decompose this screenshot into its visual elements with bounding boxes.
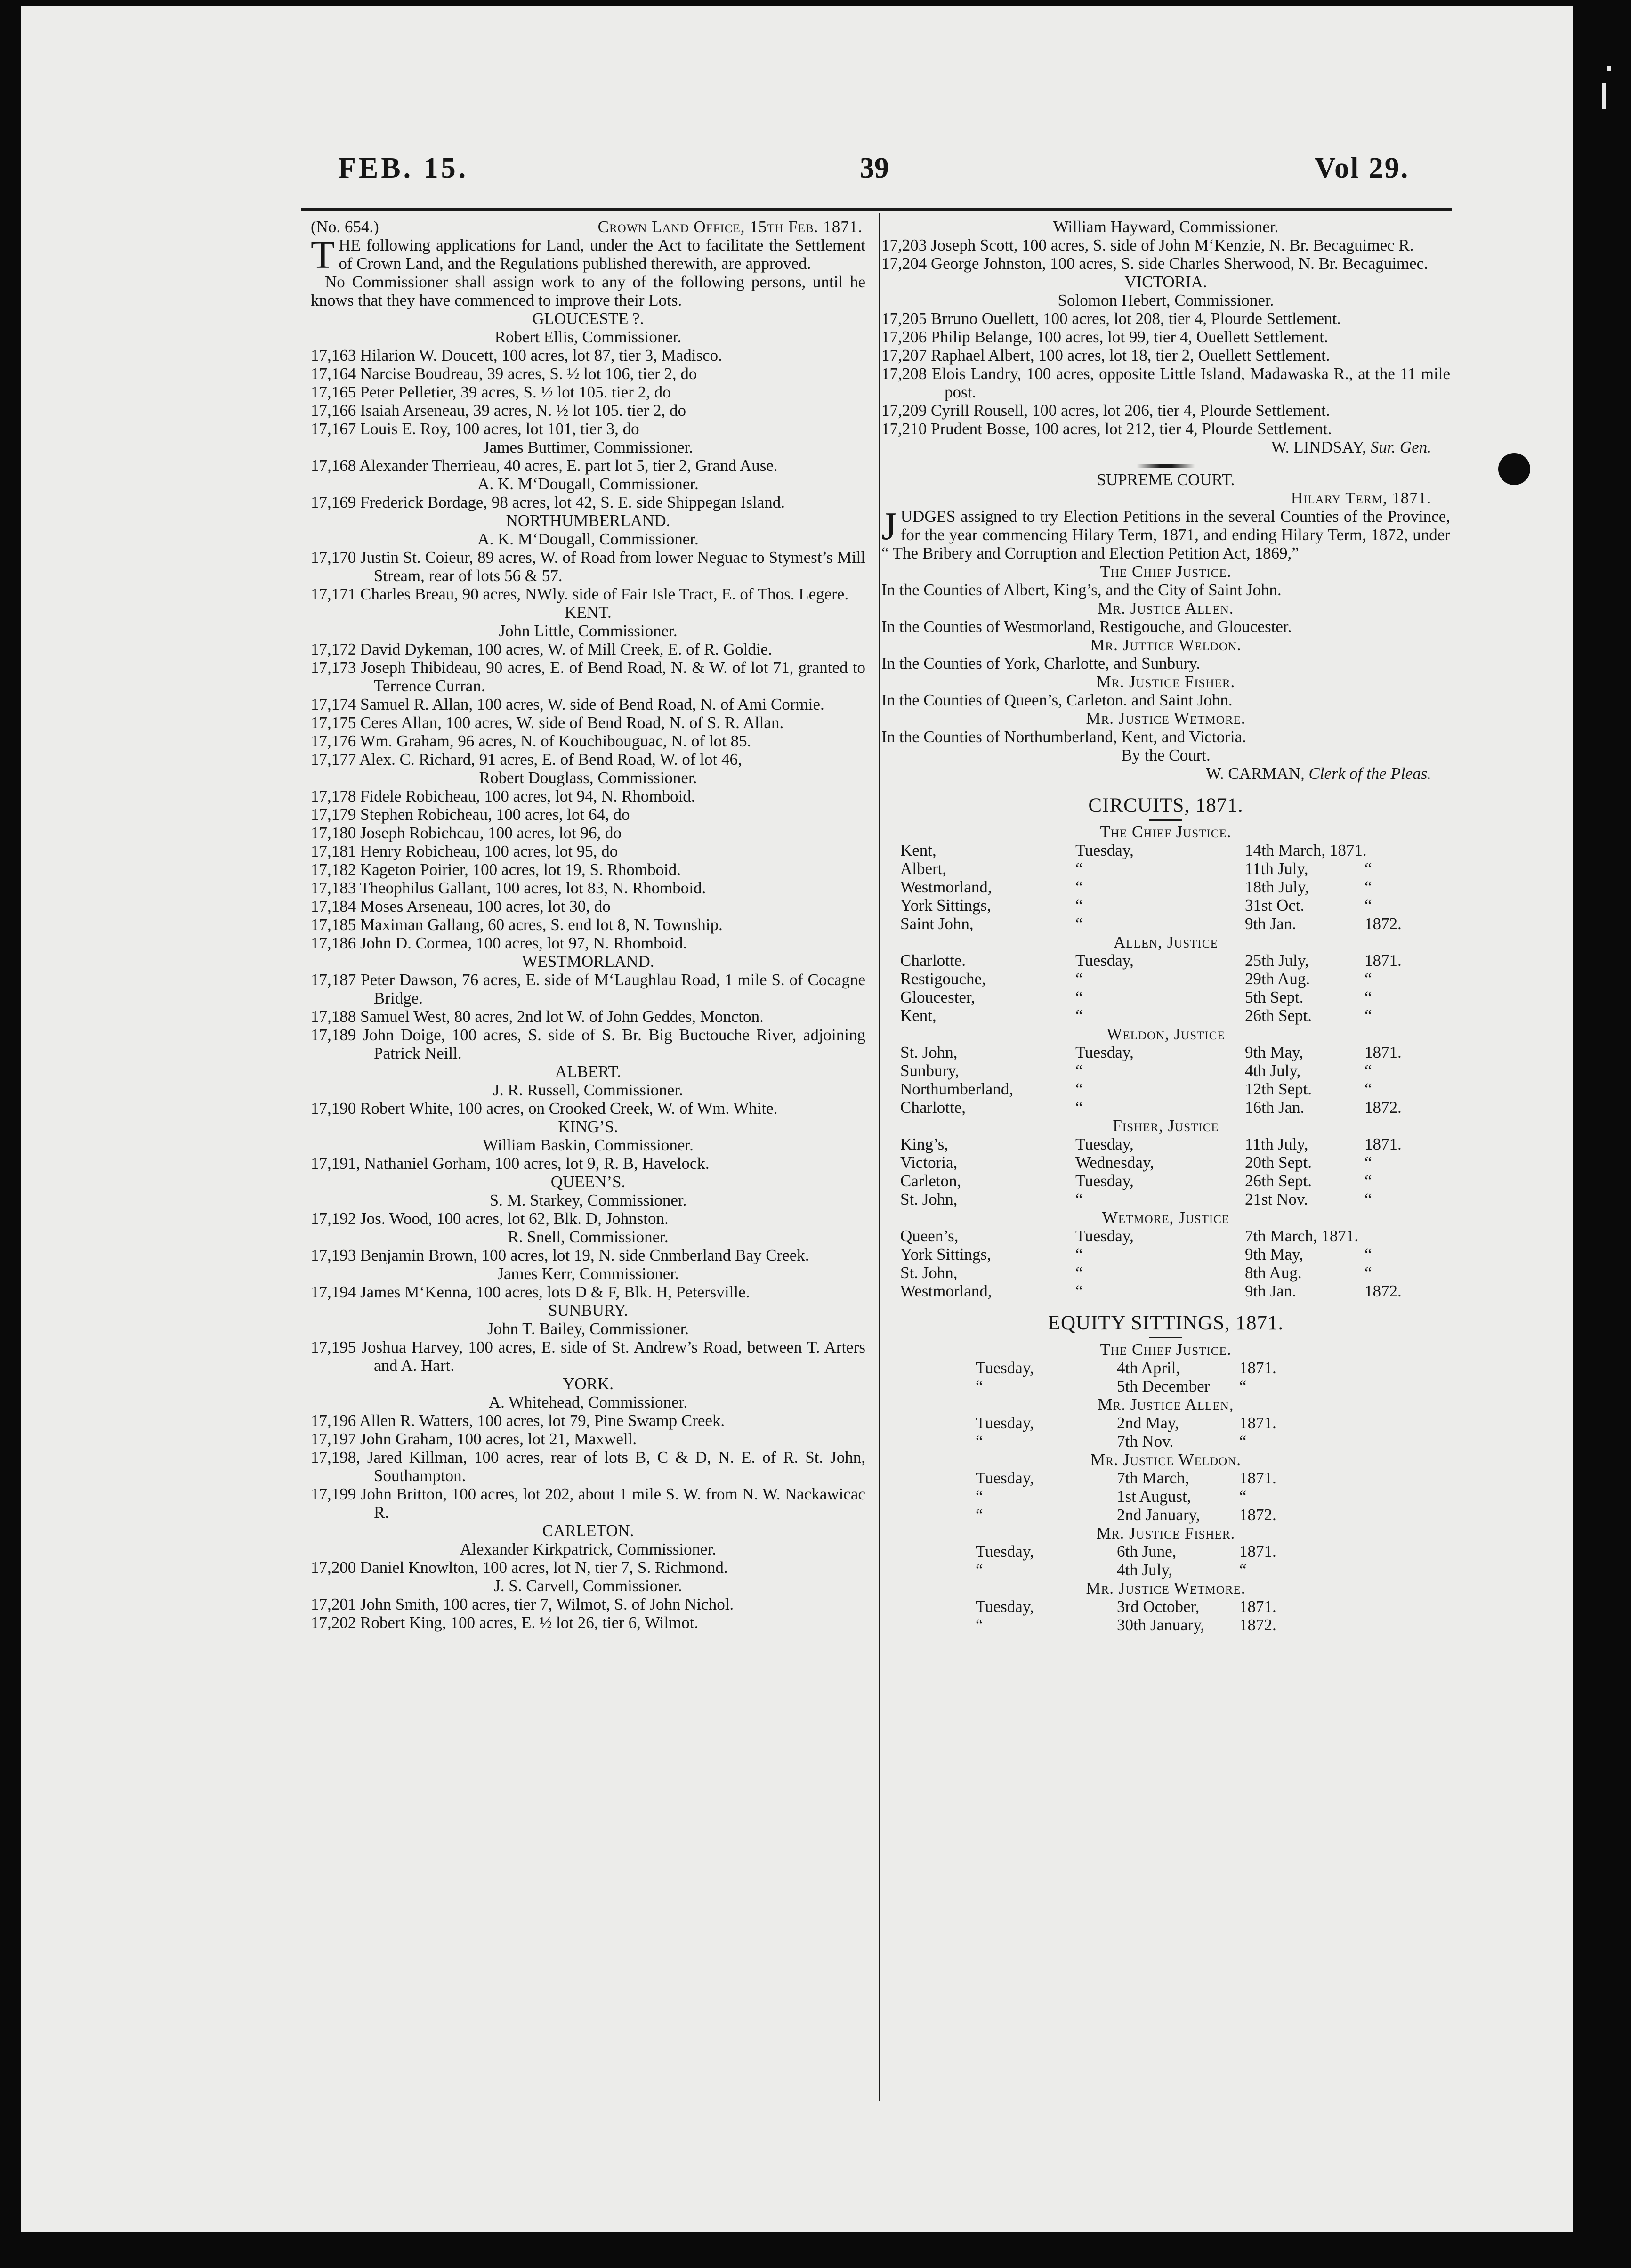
equity-cell: 1871. (1239, 1469, 1276, 1487)
justice-heading: Mr. Juttice Weldon. (1090, 636, 1242, 654)
notice-number: (No. 654.) (311, 218, 379, 236)
section-heading: Robert Ellis, Commissioner. (494, 328, 682, 346)
land-entry: 17,195 Joshua Harvey, 100 acres, E. side of St. Andrew’s Road, between T. Arters and A. Hart. (311, 1338, 865, 1375)
land-entry: 17,205 Brruno Ouellett, 100 acres, lot 208, tier 4, Plourde Settlement. (881, 309, 1341, 328)
circuit-cell: Tuesday, (1075, 951, 1134, 970)
edge-dot (1607, 66, 1611, 71)
equity-row (881, 1469, 1450, 1487)
land-entry: 17,185 Maximan Gallang, 60 acres, S. end lot 8, N. Township. (311, 915, 723, 934)
circuit-cell: “ (1075, 915, 1083, 933)
section-heading: CARLETON. (542, 1522, 634, 1540)
equity-cell: Tuesday, (976, 1414, 1034, 1432)
circuit-row (881, 1006, 1450, 1025)
land-entry: 17,204 George Johnston, 100 acres, S. side Charles Sherwood, N. Br. Becaguimec. (881, 254, 1428, 273)
equity-cell: Tuesday, (976, 1597, 1034, 1616)
land-entry: 17,193 Benjamin Brown, 100 acres, lot 19, N. side Cnmberland Bay Creek. (311, 1246, 809, 1264)
section-heading: S. M. Starkey, Commissioner. (489, 1191, 687, 1209)
circuit-cell: “ (1365, 988, 1372, 1006)
land-entry: 17,191, Nathaniel Gorham, 100 acres, lot 9, R. B, Havelock. (311, 1154, 710, 1173)
land-entry: 17,202 Robert King, 100 acres, E. ½ lot 26, tier 6, Wilmot. (311, 1613, 699, 1632)
land-entry: 17,192 Jos. Wood, 100 acres, lot 62, Blk. D, Johnston. (311, 1209, 669, 1228)
circuit-cell: 18th July, (1245, 878, 1309, 896)
circuit-row (881, 1190, 1450, 1208)
circuit-row (881, 915, 1450, 933)
circuit-cell: 31st Oct. (1245, 896, 1305, 915)
land-entry: 17,210 Prudent Bosse, 100 acres, lot 212, tier 4, Plourde Settlement. (881, 420, 1332, 438)
land-entry: 17,197 John Graham, 100 acres, lot 21, Maxwell. (311, 1430, 637, 1448)
land-entry: 17,169 Frederick Bordage, 98 acres, lot 42, S. E. side Shippegan Island. (311, 493, 785, 511)
circuit-row (881, 841, 1450, 859)
circuit-cell: St. John, (900, 1190, 958, 1208)
land-entry: 17,207 Raphael Albert, 100 acres, lot 18, tier 2, Ouellett Settlement. (881, 346, 1330, 364)
section-heading: John T. Bailey, Commissioner. (487, 1320, 689, 1338)
land-entry: 17,173 Joseph Thibideau, 90 acres, E. of Bend Road, N. & W. of lot 71, granted to Terrence Curran. (311, 658, 865, 695)
equity-cell: “ (1239, 1377, 1247, 1395)
circuit-cell: “ (1075, 1006, 1083, 1025)
justice-heading: Mr. Justice Wetmore. (1086, 1579, 1246, 1597)
punch-hole (1498, 453, 1530, 485)
equity-row (881, 1414, 1450, 1432)
circuit-cell: “ (1365, 1190, 1372, 1208)
section-heading: Alexander Kirkpatrick, Commissioner. (460, 1540, 717, 1558)
circuit-cell: 21st Nov. (1245, 1190, 1308, 1208)
equity-cell: 30th January, (1117, 1616, 1205, 1634)
circuit-cell: St. John, (900, 1264, 958, 1282)
circuit-cell: “ (1365, 970, 1372, 988)
section-heading: ALBERT. (555, 1062, 622, 1081)
justice-heading: Wetmore, Justice (1102, 1208, 1230, 1227)
column-divider (879, 213, 880, 2101)
assignment-line: In the Counties of Westmorland, Restigouche, and Gloucester. (881, 617, 1292, 636)
land-entry: 17,170 Justin St. Coieur, 89 acres, W. of Road from lower Neguac to Stymest’s Mill Stream, rear of lots 56 & 57. (311, 548, 865, 585)
land-entry: 17,164 Narcise Boudreau, 39 acres, S. ½ lot 106, tier 2, do (311, 364, 697, 383)
equity-cell: Tuesday, (976, 1542, 1034, 1561)
section-heading: A. K. M‘Dougall, Commissioner. (477, 475, 699, 493)
section-heading: NORTHUMBERLAND. (506, 511, 670, 530)
equity-cell: 1871. (1239, 1597, 1276, 1616)
section-heading: Solomon Hebert, Commissioner. (1058, 291, 1274, 309)
equity-cell: “ (1239, 1487, 1247, 1506)
circuit-cell: 5th Sept. (1245, 988, 1304, 1006)
circuit-row (881, 970, 1450, 988)
section-heading: A. K. M‘Dougall, Commissioner. (477, 530, 699, 548)
circuit-cell: 29th Aug. (1245, 970, 1310, 988)
equity-row (881, 1377, 1450, 1395)
section-heading: KING’S. (558, 1118, 618, 1136)
circuit-cell: Kent, (900, 1006, 937, 1025)
circuit-cell: “ (1075, 1061, 1083, 1080)
land-entry: 17,177 Alex. C. Richard, 91 acres, E. of Bend Road, W. of lot 46, (311, 750, 742, 769)
circuit-row (881, 1264, 1450, 1282)
equity-cell: “ (976, 1616, 983, 1634)
circuit-cell: “ (1365, 1006, 1372, 1025)
circuit-cell: “ (1075, 970, 1083, 988)
circuit-cell: 9th Jan. (1245, 1282, 1296, 1300)
circuit-row (881, 1282, 1450, 1300)
circuit-row (881, 878, 1450, 896)
equity-cell: “ (976, 1432, 983, 1450)
header-date: FEB. 15. (338, 152, 469, 184)
justice-heading: Weldon, Justice (1106, 1025, 1225, 1043)
land-entry: 17,196 Allen R. Watters, 100 acres, lot 79, Pine Swamp Creek. (311, 1411, 725, 1430)
circuit-row (881, 1135, 1450, 1153)
circuit-cell: “ (1365, 1245, 1372, 1264)
assignment-line: In the Counties of Queen’s, Carleton. and Saint John. (881, 691, 1233, 709)
equity-cell: “ (976, 1487, 983, 1506)
section-title: CIRCUITS, 1871. (1088, 794, 1243, 817)
land-entry: 17,168 Alexander Therrieau, 40 acres, E. part lot 5, tier 2, Grand Ause. (311, 456, 778, 475)
land-entry: 17,201 John Smith, 100 acres, tier 7, Wilmot, S. of John Nichol. (311, 1595, 734, 1613)
circuit-cell: St. John, (900, 1043, 958, 1061)
equity-cell: “ (1239, 1432, 1247, 1450)
land-entry: 17,174 Samuel R. Allan, 100 acres, W. side of Bend Road, N. of Ami Cormie. (311, 695, 824, 713)
circuit-cell: 26th Sept. (1245, 1006, 1312, 1025)
equity-cell: 6th June, (1117, 1542, 1177, 1561)
equity-cell: 7th March, (1117, 1469, 1189, 1487)
assignment-line: In the Counties of York, Charlotte, and Sunbury. (881, 654, 1201, 672)
circuit-cell: 1871. (1365, 1043, 1402, 1061)
circuit-cell: “ (1075, 1098, 1083, 1117)
justice-heading: Mr. Justice Fisher. (1096, 1524, 1235, 1542)
circuit-cell: 9th May, (1245, 1245, 1304, 1264)
equity-cell: 1871. (1239, 1359, 1276, 1377)
left-column (311, 218, 865, 1632)
circuit-cell: 1871. (1365, 1135, 1402, 1153)
section-heading: WESTMORLAND. (522, 952, 654, 971)
circuit-cell: “ (1075, 1282, 1083, 1300)
signature (881, 764, 1450, 783)
circuit-cell: Gloucester, (900, 988, 975, 1006)
land-entry: 17,188 Samuel West, 80 acres, 2nd lot W. of John Geddes, Moncton. (311, 1007, 764, 1026)
equity-cell: 7th Nov. (1117, 1432, 1174, 1450)
short-rule (1149, 819, 1182, 821)
section-heading: By the Court. (1121, 746, 1211, 764)
equity-row (881, 1506, 1450, 1524)
equity-cell: 4th July, (1117, 1561, 1173, 1579)
circuit-row (881, 1061, 1450, 1080)
section-heading: William Baskin, Commissioner. (483, 1136, 694, 1154)
justice-heading: Mr. Justice Weldon. (1090, 1450, 1242, 1469)
section-title: EQUITY SITTINGS, 1871. (1048, 1312, 1284, 1334)
land-entry: 17,200 Daniel Knowlton, 100 acres, lot N, tier 7, S. Richmond. (311, 1558, 728, 1577)
circuit-cell: “ (1365, 896, 1372, 915)
short-rule (1149, 1337, 1182, 1338)
circuit-row (881, 951, 1450, 970)
paragraph-text: UDGES assigned to try Election Petitions in the several Counties of the Province, for the year commencing Hilary Term, 1871, and ending Hilary Term, 1872, under “ The Bribery and Corruption and Election Petition Act, 1869,” (881, 507, 1450, 562)
circuit-cell: 26th Sept. (1245, 1172, 1312, 1190)
land-entry: 17,171 Charles Breau, 90 acres, NWly. side of Fair Isle Tract, E. of Thos. Legere. (311, 585, 849, 603)
justice-heading: Mr. Justice Allen, (1098, 1395, 1234, 1414)
circuit-cell: 7th March, 1871. (1245, 1227, 1359, 1245)
equity-row (881, 1542, 1450, 1561)
equity-cell: “ (976, 1377, 983, 1395)
land-entry: 17,190 Robert White, 100 acres, on Crooked Creek, W. of Wm. White. (311, 1099, 778, 1118)
page-number: 39 (860, 152, 889, 184)
equity-cell: 1st August, (1117, 1487, 1191, 1506)
signature (881, 438, 1450, 456)
land-entry: 17,199 John Britton, 100 acres, lot 202, about 1 mile S. W. from N. W. Nackawicac R. (311, 1485, 865, 1522)
circuit-cell: “ (1365, 1080, 1372, 1098)
ornament-divider (1137, 464, 1195, 468)
land-entry: 17,178 Fidele Robicheau, 100 acres, lot 94, N. Rhomboid. (311, 787, 695, 805)
land-entry: 17,184 Moses Arseneau, 100 acres, lot 30, do (311, 897, 611, 915)
land-entry: 17,181 Henry Robicheau, 100 acres, lot 95, do (311, 842, 618, 860)
justice-heading: The Chief Justice. (1100, 1340, 1232, 1359)
equity-cell: 5th December (1117, 1377, 1210, 1395)
circuit-cell: 20th Sept. (1245, 1153, 1312, 1172)
section-heading: William Hayward, Commissioner. (1053, 218, 1279, 236)
land-entry: 17,198, Jared Killman, 100 acres, rear of lots B, C & D, N. E. of R. St. John, Southampton. (311, 1448, 865, 1485)
equity-cell: 1871. (1239, 1542, 1276, 1561)
justice-heading: The Chief Justice. (1100, 823, 1232, 841)
circuit-cell: “ (1075, 1264, 1083, 1282)
circuit-row (881, 1227, 1450, 1245)
section-heading: James Kerr, Commissioner. (497, 1264, 679, 1283)
justice-heading: Allen, Justice (1114, 933, 1218, 951)
signature-name: W. CARMAN, (1206, 764, 1305, 783)
land-entry: 17,186 John D. Cormea, 100 acres, lot 97, N. Rhomboid. (311, 934, 687, 952)
land-entry: 17,180 Joseph Robichcau, 100 acres, lot 96, do (311, 824, 622, 842)
land-entry: 17,209 Cyrill Rousell, 100 acres, lot 206, tier 4, Plourde Settlement. (881, 401, 1330, 420)
circuit-cell: 8th Aug. (1245, 1264, 1302, 1282)
equity-cell: “ (976, 1561, 983, 1579)
section-heading: J. S. Carvell, Commissioner. (494, 1577, 682, 1595)
circuit-cell: “ (1365, 859, 1372, 878)
drop-cap-paragraph (311, 233, 865, 277)
section-heading: SUNBURY. (548, 1301, 628, 1320)
equity-row (881, 1359, 1450, 1377)
circuit-cell: Albert, (900, 859, 947, 878)
circuit-row (881, 1098, 1450, 1117)
notice-line (311, 218, 865, 236)
land-entry: 17,203 Joseph Scott, 100 acres, S. side of John M‘Kenzie, N. Br. Becaguimec R. (881, 236, 1414, 254)
land-entry: 17,167 Louis E. Roy, 100 acres, lot 101, tier 3, do (311, 420, 639, 438)
equity-cell: “ (1239, 1561, 1247, 1579)
equity-cell: 4th April, (1117, 1359, 1180, 1377)
equity-row (881, 1597, 1450, 1616)
circuit-cell: Wednesday, (1075, 1153, 1154, 1172)
drop-cap: T (311, 233, 335, 277)
equity-cell: 1871. (1239, 1414, 1276, 1432)
circuit-cell: “ (1365, 878, 1372, 896)
circuit-cell: Tuesday, (1075, 1227, 1134, 1245)
land-entry: 17,175 Ceres Allan, 100 acres, W. side of Bend Road, N. of S. R. Allan. (311, 713, 784, 732)
paragraph: No Commissioner shall assign work to any of the following persons, until he knows that they have commenced to improve their Lots. (311, 273, 865, 309)
circuit-cell: 4th July, (1245, 1061, 1301, 1080)
justice-heading: The Chief Justice. (1100, 562, 1232, 581)
equity-cell: 1872. (1239, 1616, 1276, 1634)
circuit-cell: 1872. (1365, 1098, 1402, 1117)
circuit-cell: 1872. (1365, 915, 1402, 933)
land-entry: 17,194 James M‘Kenna, 100 acres, lots D & F, Blk. H, Petersville. (311, 1283, 750, 1301)
section-heading: Robert Douglass, Commissioner. (479, 769, 697, 787)
equity-row (881, 1561, 1450, 1579)
equity-row (881, 1616, 1450, 1634)
land-entry: 17,183 Theophilus Gallant, 100 acres, lot 83, N. Rhomboid. (311, 879, 706, 897)
term-label: Hilary Term, 1871. (1291, 489, 1431, 507)
circuit-cell: Tuesday, (1075, 841, 1134, 859)
circuit-cell: York Sittings, (900, 896, 991, 915)
circuit-cell: Charlotte. (900, 951, 966, 970)
equity-row (881, 1487, 1450, 1506)
section-heading: KENT. (565, 603, 612, 622)
equity-cell: “ (976, 1506, 983, 1524)
circuit-cell: Queen’s, (900, 1227, 959, 1245)
land-entry: 17,163 Hilarion W. Doucett, 100 acres, lot 87, tier 3, Madisco. (311, 346, 722, 364)
equity-row (881, 1432, 1450, 1450)
equity-cell: 1872. (1239, 1506, 1276, 1524)
circuit-cell: 9th Jan. (1245, 915, 1296, 933)
circuit-cell: 14th March, 1871. (1245, 841, 1367, 859)
assignment-line: In the Counties of Albert, King’s, and the City of Saint John. (881, 581, 1282, 599)
land-entry: 17,176 Wm. Graham, 96 acres, N. of Kouchibouguac, N. of lot 85. (311, 732, 751, 750)
signature-title: Sur. Gen. (1370, 438, 1431, 456)
circuit-cell: Westmorland, (900, 878, 992, 896)
drop-cap-paragraph (881, 504, 1450, 562)
land-entry: 17,208 Elois Landry, 100 acres, opposite Little Island, Madawaska R., at the 11 mile post. (881, 364, 1450, 401)
signature-title: Clerk of the Pleas. (1308, 764, 1431, 783)
circuit-cell: “ (1075, 878, 1083, 896)
equity-cell: 3rd October, (1117, 1597, 1200, 1616)
circuit-cell: Westmorland, (900, 1282, 992, 1300)
circuit-cell: “ (1075, 988, 1083, 1006)
circuit-cell: Carleton, (900, 1172, 961, 1190)
volume-label: Vol 29. (1315, 152, 1410, 184)
circuit-cell: Tuesday, (1075, 1172, 1134, 1190)
land-entry: 17,189 John Doige, 100 acres, S. side of S. Br. Big Buctouche River, adjoining Patrick Neill. (311, 1026, 865, 1062)
circuit-cell: Tuesday, (1075, 1043, 1134, 1061)
section-heading: GLOUCESTE ?. (532, 309, 644, 328)
circuit-cell: 1871. (1365, 951, 1402, 970)
circuit-row (881, 1245, 1450, 1264)
land-entry: 17,172 David Dykeman, 100 acres, W. of Mill Creek, E. of R. Goldie. (311, 640, 772, 658)
section-heading: SUPREME COURT. (1097, 470, 1235, 489)
circuit-row (881, 896, 1450, 915)
circuit-cell: “ (1365, 1172, 1372, 1190)
circuit-cell: 9th May, (1245, 1043, 1304, 1061)
section-heading: QUEEN’S. (550, 1173, 626, 1191)
drop-cap: J (881, 504, 897, 548)
land-entry: 17,206 Philip Belange, 100 acres, lot 99, tier 4, Ouellett Settlement. (881, 328, 1328, 346)
section-heading: A. Whitehead, Commissioner. (488, 1393, 688, 1411)
equity-cell: 2nd May, (1117, 1414, 1179, 1432)
justice-heading: Mr. Justice Allen. (1098, 599, 1234, 617)
circuit-cell: “ (1075, 859, 1083, 878)
circuit-row (881, 988, 1450, 1006)
edge-mark (1602, 83, 1606, 109)
right-column (881, 218, 1450, 1634)
assignment-line: In the Counties of Northumberland, Kent, and Victoria. (881, 728, 1246, 746)
land-entry: 17,165 Peter Pelletier, 39 acres, S. ½ lot 105. tier 2, do (311, 383, 671, 401)
circuit-cell: Tuesday, (1075, 1135, 1134, 1153)
section-heading: YORK. (563, 1375, 614, 1393)
section-heading: James Buttimer, Commissioner. (483, 438, 693, 456)
circuit-cell: “ (1075, 1245, 1083, 1264)
circuit-cell: “ (1075, 896, 1083, 915)
land-entry: 17,179 Stephen Robicheau, 100 acres, lot 64, do (311, 805, 630, 824)
circuit-cell: York Sittings, (900, 1245, 991, 1264)
section-heading: VICTORIA. (1124, 273, 1207, 291)
circuit-cell: “ (1365, 1264, 1372, 1282)
land-entry: 17,166 Isaiah Arseneau, 39 acres, N. ½ lot 105. tier 2, do (311, 401, 686, 420)
circuit-cell: Charlotte, (900, 1098, 966, 1117)
section-heading: R. Snell, Commissioner. (508, 1228, 669, 1246)
paragraph-text: HE following applications for Land, under the Act to facilitate the Settlement of Crown Land, and the Regulations published therewith, are approved. (339, 236, 865, 273)
circuit-cell: 12th Sept. (1245, 1080, 1312, 1098)
justice-heading: Mr. Justice Fisher. (1096, 672, 1235, 691)
section-heading: J. R. Russell, Commissioner. (493, 1081, 683, 1099)
circuit-cell: Restigouche, (900, 970, 986, 988)
justice-heading: Fisher, Justice (1113, 1117, 1219, 1135)
circuit-cell: 1872. (1365, 1282, 1402, 1300)
circuit-row (881, 1172, 1450, 1190)
notice-office: Crown Land Office, 15th Feb. 1871. (597, 218, 863, 236)
equity-cell: 2nd January, (1117, 1506, 1200, 1524)
equity-cell: Tuesday, (976, 1359, 1034, 1377)
circuit-cell: 16th Jan. (1245, 1098, 1305, 1117)
land-entry: 17,182 Kageton Poirier, 100 acres, lot 19, S. Rhomboid. (311, 860, 681, 879)
circuit-cell: “ (1365, 1153, 1372, 1172)
circuit-cell: Saint John, (900, 915, 974, 933)
circuit-row (881, 1080, 1450, 1098)
circuit-row (881, 1153, 1450, 1172)
circuit-cell: Sunbury, (900, 1061, 960, 1080)
signature-name: W. LINDSAY, (1271, 438, 1366, 456)
section-heading: John Little, Commissioner. (499, 622, 678, 640)
circuit-cell: Northumberland, (900, 1080, 1014, 1098)
circuit-cell: Kent, (900, 841, 937, 859)
circuit-cell: “ (1075, 1190, 1083, 1208)
header-rule (301, 208, 1452, 211)
justice-heading: Mr. Justice Wetmore. (1086, 709, 1246, 728)
circuit-cell: Victoria, (900, 1153, 958, 1172)
circuit-cell: 25th July, (1245, 951, 1309, 970)
circuit-cell: “ (1365, 1061, 1372, 1080)
circuit-cell: King’s, (900, 1135, 949, 1153)
circuit-row (881, 1043, 1450, 1061)
circuit-cell: 11th July, (1245, 859, 1308, 878)
circuit-cell: 11th July, (1245, 1135, 1308, 1153)
equity-cell: Tuesday, (976, 1469, 1034, 1487)
circuit-cell: “ (1075, 1080, 1083, 1098)
circuit-row (881, 859, 1450, 878)
land-entry: 17,187 Peter Dawson, 76 acres, E. side of M‘Laughlau Road, 1 mile S. of Cocagne Bridge. (311, 971, 865, 1007)
